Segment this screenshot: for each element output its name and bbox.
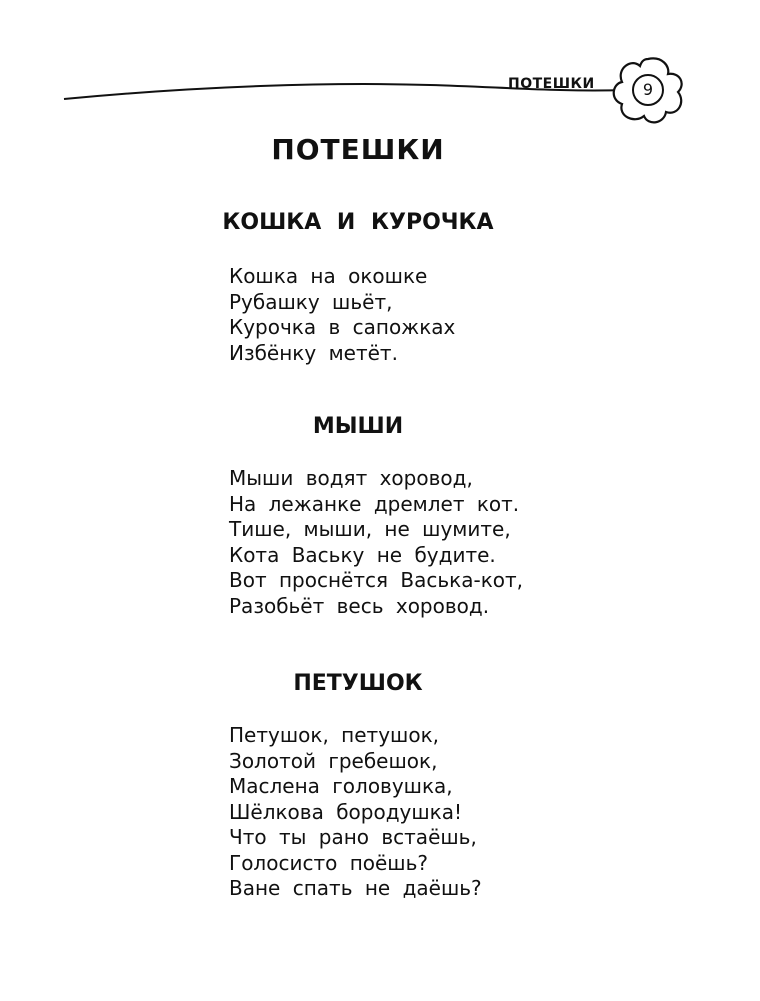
- poem-line: Шёлкова бородушка!: [229, 799, 463, 824]
- header-decoration: [0, 0, 760, 140]
- poem-line: Избёнку метёт.: [229, 340, 398, 365]
- poem-line: Кошка на окошке: [229, 264, 428, 288]
- page-number: 9: [642, 80, 654, 99]
- poem-title: КОШКА И КУРОЧКА: [222, 210, 494, 235]
- poem-line: Маслена головушка,: [229, 774, 453, 798]
- poem-line: На лежанке дремлет кот.: [229, 491, 520, 516]
- poem-lines: [229, 264, 455, 366]
- poem-line: Золотой гребешок,: [229, 748, 438, 773]
- poem-line: Мыши водят хоровод,: [229, 466, 473, 490]
- poem-line: Курочка в сапожках: [229, 315, 456, 339]
- poem-title: МЫШИ: [312, 414, 404, 439]
- poem-line: Голосисто поёшь?: [229, 850, 429, 875]
- poem-lines: [229, 723, 482, 902]
- poem-line: Петушок, петушок,: [229, 723, 440, 747]
- poem-line: Кота Ваську не будите.: [229, 542, 496, 567]
- poem-line: Ване спать не даёшь?: [229, 876, 482, 900]
- poem-title: ПЕТУШОК: [293, 671, 423, 696]
- poem-line: Что ты рано встаёшь,: [229, 825, 477, 849]
- running-title: ПОТЕШКИ: [508, 76, 595, 92]
- poem-line: Разобьёт весь хоровод.: [229, 593, 490, 618]
- poem-line: Вот проснётся Васька-кот,: [229, 568, 524, 592]
- page-title: ПОТЕШКИ: [271, 133, 445, 166]
- poem-line: Рубашку шьёт,: [229, 289, 393, 314]
- poem-lines: [229, 466, 523, 619]
- poem-line: Тише, мыши, не шумите,: [229, 517, 511, 541]
